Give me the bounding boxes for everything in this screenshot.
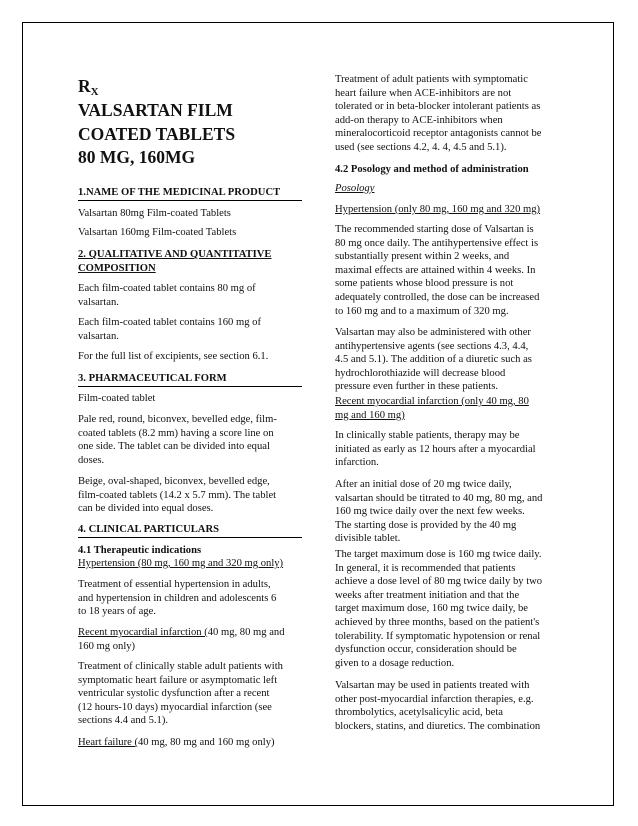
heart-failure-text: Treatment of adult patients with symptomatic heart failure when ACE-inhibitors are not tolerated or in beta-blocker intolerant patients as add-on therapy to ACE-inhibitors when mineralocorticoid receptor antagonists cannot be used (see sections 4.2, 4. 4, 4.5 and 5.1).	[335, 74, 542, 153]
tablet-description-160: Beige, oval-shaped, biconvex, bevelled edge, film-coated tablets (14.2 x 5.7 mm). The tablet can be divided into equal doses.	[78, 476, 277, 515]
document-page	[22, 22, 614, 806]
product-name-160: Valsartan 160mg Film-coated Tablets	[78, 227, 237, 238]
document-title: VALSARTAN FILM COATED TABLETS 80 MG, 160MG	[78, 100, 236, 167]
pharmaceutical-form: Film-coated tablet	[78, 393, 156, 404]
hypertension-dosing-text: The recommended starting dose of Valsartan is 80 mg once daily. The antihypertensive effect is substantially present within 2 weeks, and maximal effects are attained within 4 weeks. In some patients whose blood pressure is not adequately controlled, the dose can be increased to 160 mg and to a maximum of 320 mg.	[335, 224, 540, 317]
section-4-2-heading: 4.2 Posology and method of administration	[335, 164, 529, 175]
posology-label: Posology	[335, 183, 375, 194]
posology-myocardial-infarction: Recent myocardial infarction (only 40 mg, 80 mg and 160 mg)	[335, 396, 529, 421]
indication-myocardial-infarction: Recent myocardial infarction (40 mg, 80 mg and 160 mg only)	[78, 627, 285, 652]
posology-hypertension: Hypertension (only 80 mg, 160 mg and 320 mg)	[335, 204, 541, 215]
mi-titration-text: After an initial dose of 20 mg twice daily, valsartan should be titrated to 40 mg, 80 mg, and 160 mg twice daily over the next few weeks. The starting dose is provided by the 40 mg divisible tablet.	[335, 479, 543, 545]
section-1-heading: 1.NAME OF THE MEDICINAL PRODUCT	[78, 187, 281, 198]
section-3-heading: 3. PHARMACEUTICAL FORM	[78, 373, 227, 384]
product-name-80: Valsartan 80mg Film-coated Tablets	[78, 208, 231, 219]
post-mi-therapies-text: Valsartan may be used in patients treated with other post-myocardial infarction therapies, e.g. thrombolytics, acetylsalicylic acid, beta blockers, statins, and diuretics. The combination	[335, 680, 541, 732]
mi-target-dose-text: The target maximum dose is 160 mg twice daily. In general, it is recommended that patients achieve a dose level of 80 mg twice daily by two weeks after treatment initiation and that the target maximum dose, 160 mg twice daily, be achieved by three months, based on the patient's tolerability. If symptomatic hypotension or renal dysfunction occur, consideration should be given to a dosage reduction.	[335, 549, 543, 669]
rx-symbol: RX	[78, 76, 99, 98]
indication-heart-failure: Heart failure (40 mg, 80 mg and 160 mg only)	[78, 737, 275, 748]
section-4-1-heading: 4.1 Therapeutic indications	[78, 545, 202, 556]
indication-hypertension: Hypertension (80 mg, 160 mg and 320 mg only)	[78, 558, 284, 569]
composition-160: Each film-coated tablet contains 160 mg of valsartan.	[78, 317, 261, 342]
indication-hypertension-text: Treatment of essential hypertension in adults, and hypertension in children and adolescents 6 to 18 years of age.	[78, 579, 277, 618]
section-4-heading: 4. CLINICAL PARTICULARS	[78, 524, 219, 535]
indication-myocardial-infarction-text: Treatment of clinically stable adult patients with symptomatic heart failure or asymptomatic left ventricular systolic dysfunction after a recent (12 hours-10 days) myocardial infarction (see sections 4.4 and 5.1).	[78, 661, 283, 727]
composition-80: Each film-coated tablet contains 80 mg of valsartan.	[78, 283, 256, 308]
combination-therapy-text: Valsartan may also be administered with other antihypertensive agents (see sections 4.3, 4.4, 4.5 and 5.1). The addition of a diuretic such as hydrochlorothiazide will decrease blood pressure even further in these patients.	[335, 327, 532, 393]
excipients-note: For the full list of excipients, see section 6.1.	[78, 351, 269, 362]
mi-initiation-text: In clinically stable patients, therapy may be initiated as early as 12 hours after a myocardial infarction.	[335, 430, 536, 469]
section-2-heading: 2. QUALITATIVE AND QUANTITATIVE COMPOSITION	[78, 249, 272, 274]
tablet-description-80: Pale red, round, biconvex, bevelled edge, film- coated tablets (8.2 mm) having a score line on one side. The tablet can be divided into equal doses.	[78, 414, 277, 466]
